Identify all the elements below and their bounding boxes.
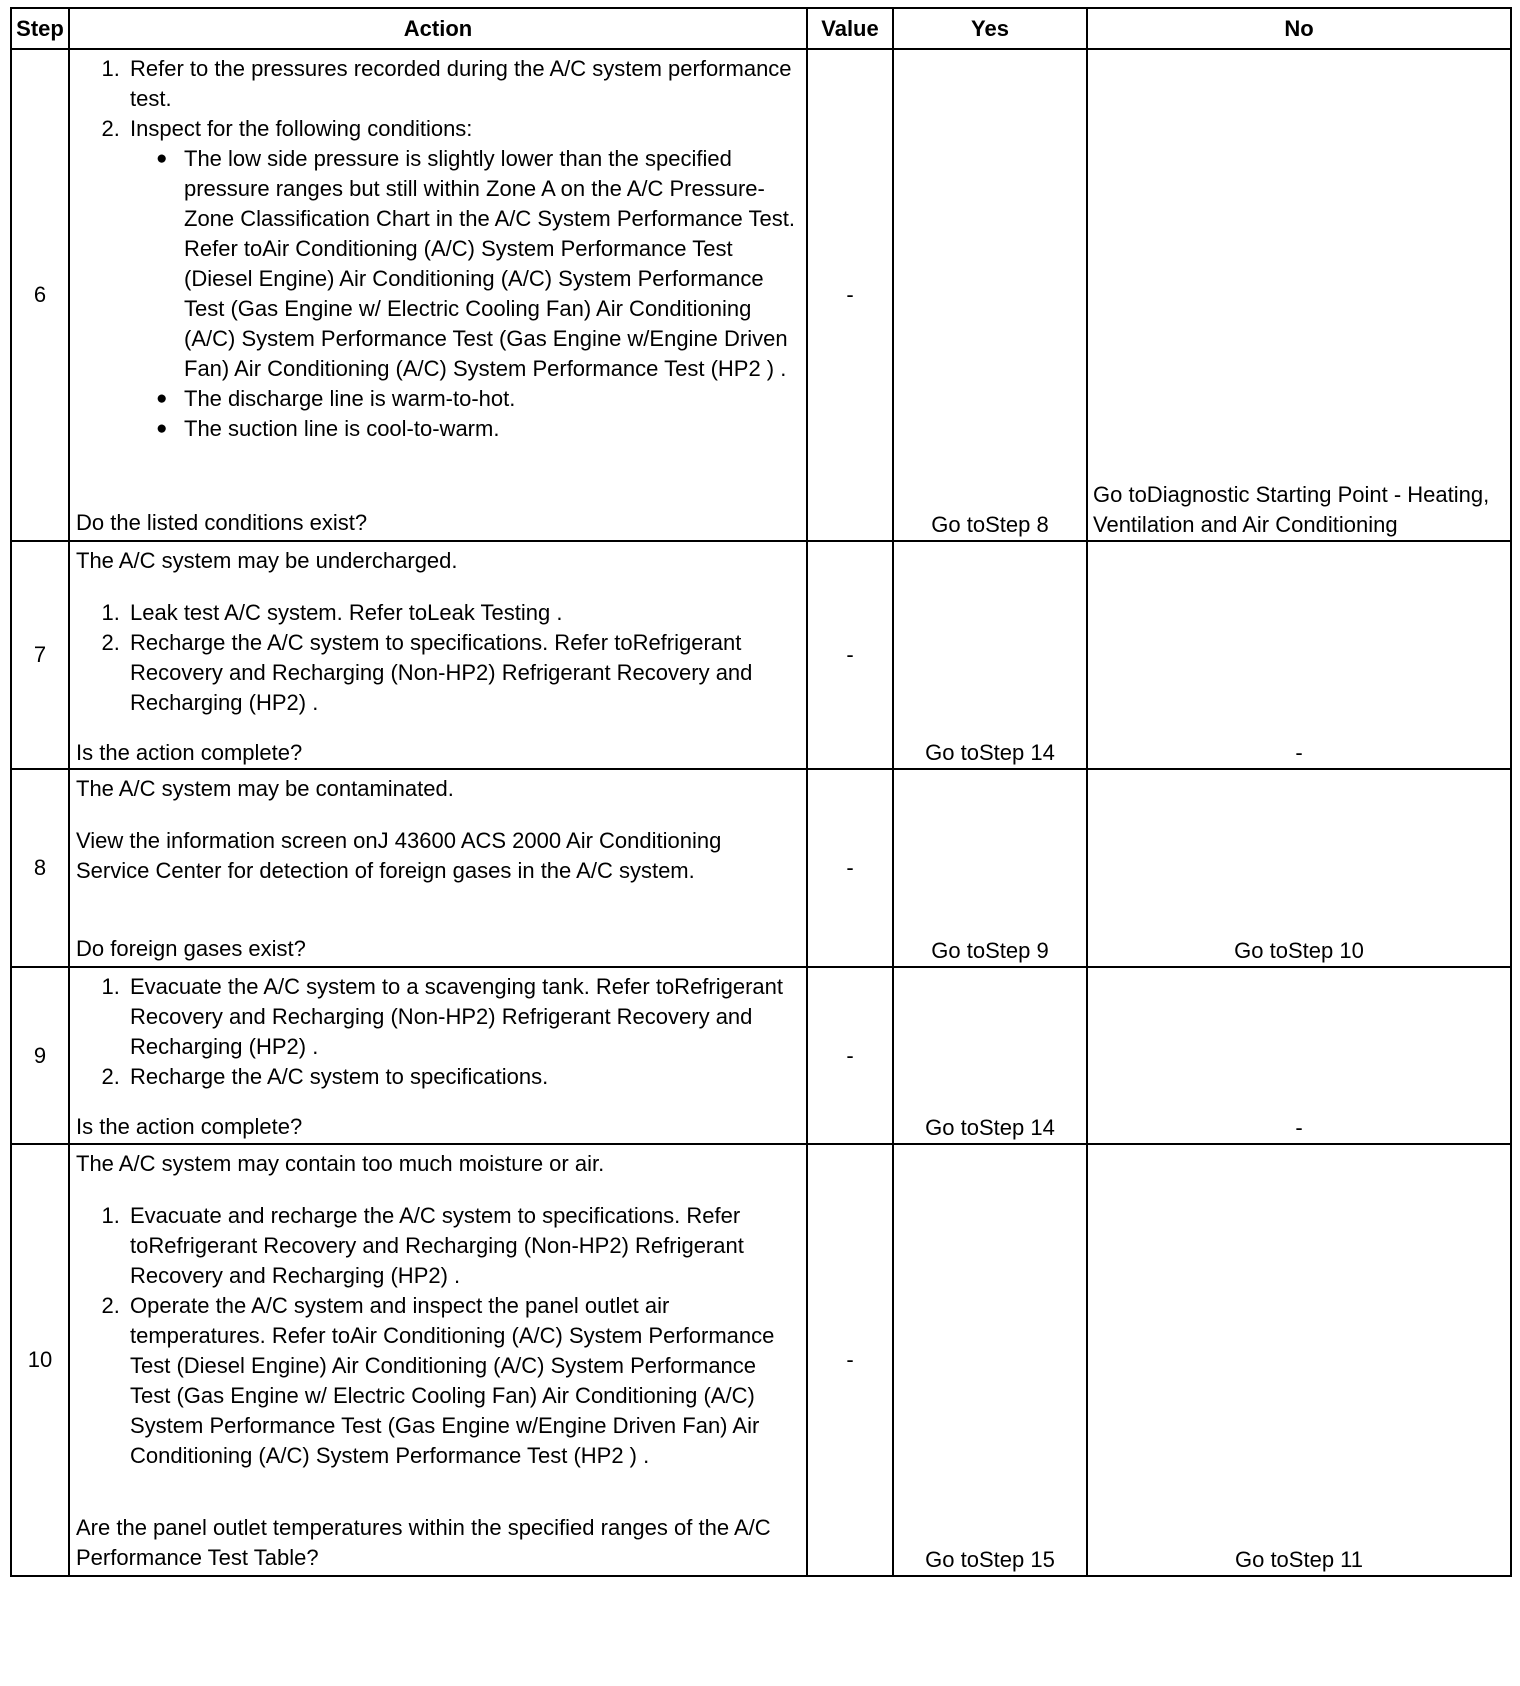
instruction-item: 1. Evacuate the A/C system to a scavenging tank. Refer toRefrigerant Recovery and Recharging (Non-HP2) Refrigerant Recovery and Recharging (HP2) . bbox=[126, 972, 800, 1062]
step-number: 9 bbox=[11, 967, 69, 1144]
condition-item bbox=[156, 414, 800, 444]
no-cell: Go toStep 10 bbox=[1087, 769, 1511, 967]
table-row-step-10 bbox=[11, 1144, 1511, 1576]
instruction-item: 1. Refer to the pressures recorded during the A/C system performance test. bbox=[126, 54, 800, 114]
instruction-text: Inspect for the following conditions: bbox=[130, 116, 473, 141]
yes-cell: Go toStep 14 bbox=[893, 967, 1087, 1144]
instruction-list bbox=[76, 972, 800, 1092]
header-row bbox=[11, 8, 1511, 49]
header-no: No bbox=[1087, 8, 1511, 49]
step-number: 6 bbox=[11, 49, 69, 541]
condition-item bbox=[156, 144, 800, 384]
yes-cell: Go toStep 15 bbox=[893, 1144, 1087, 1576]
no-cell: Go toStep 11 bbox=[1087, 1144, 1511, 1576]
intro-text: The A/C system may be contaminated. bbox=[76, 776, 454, 801]
bullet-icon: ● bbox=[156, 418, 168, 439]
table-header bbox=[11, 8, 1511, 49]
action-cell bbox=[69, 967, 807, 1144]
question: Do foreign gases exist? bbox=[76, 936, 306, 961]
value-cell: - bbox=[807, 1144, 893, 1576]
instruction-item: 2. Recharge the A/C system to specifications. Refer toRefrigerant Recovery and Recharging (Non-HP2) Refrigerant Recovery and Recharging (HP2) . bbox=[126, 628, 800, 718]
no-cell: Go toDiagnostic Starting Point - Heating, Ventilation and Air Conditioning bbox=[1087, 49, 1511, 541]
instruction-list bbox=[76, 598, 800, 718]
header-step: Step bbox=[11, 8, 69, 49]
question: Are the panel outlet temperatures within the specified ranges of the A/C Performance Test Table? bbox=[76, 1515, 771, 1570]
intro-text: The A/C system may be undercharged. bbox=[76, 548, 458, 573]
step-number: 8 bbox=[11, 769, 69, 967]
table-row-step-8 bbox=[11, 769, 1511, 967]
value-cell: - bbox=[807, 967, 893, 1144]
action-cell bbox=[69, 1144, 807, 1576]
step-number: 7 bbox=[11, 541, 69, 769]
diagnostic-table bbox=[10, 7, 1512, 1577]
header-yes: Yes bbox=[893, 8, 1087, 49]
condition-list bbox=[130, 144, 800, 444]
header-action: Action bbox=[69, 8, 807, 49]
step-number: 10 bbox=[11, 1144, 69, 1576]
action-cell bbox=[69, 49, 807, 541]
instruction-list bbox=[76, 1201, 800, 1471]
instruction-item: 1. Evacuate and recharge the A/C system to specifications. Refer toRefrigerant Recovery and Recharging (Non-HP2) Refrigerant Recovery and Recharging (HP2) . bbox=[126, 1201, 800, 1291]
value-cell: - bbox=[807, 541, 893, 769]
instruction-item: 1. Leak test A/C system. Refer toLeak Testing . bbox=[126, 598, 800, 628]
yes-cell: Go toStep 8 bbox=[893, 49, 1087, 541]
instruction-list bbox=[76, 54, 800, 444]
yes-cell: Go toStep 9 bbox=[893, 769, 1087, 967]
bullet-icon: ● bbox=[156, 148, 168, 169]
value-cell: - bbox=[807, 49, 893, 541]
yes-cell: Go toStep 14 bbox=[893, 541, 1087, 769]
condition-text: The low side pressure is slightly lower than the specified pressure ranges but still within Zone A on the A/C Pressure-Zone Classification Chart in the A/C System Performance Test. Refer toAir Conditioning (A/C) System Performance Test (Diesel Engine) Air Conditioning (A/C) System Performance Test (Gas Engine w/ Electric Cooling Fan) Air Conditioning (A/C) System Performance Test (Gas Engine w/Engine Driven Fan) Air Conditioning (A/C) System Performance Test (HP2 ) . bbox=[184, 146, 795, 381]
bullet-icon: ● bbox=[156, 388, 168, 409]
condition-text: The discharge line is warm-to-hot. bbox=[184, 386, 516, 411]
instruction-item bbox=[126, 114, 800, 444]
question: Is the action complete? bbox=[76, 740, 303, 765]
no-cell: - bbox=[1087, 541, 1511, 769]
instruction-item: 2. Recharge the A/C system to specifications. bbox=[126, 1062, 800, 1092]
table-row-step-7 bbox=[11, 541, 1511, 769]
condition-text: The suction line is cool-to-warm. bbox=[184, 416, 500, 441]
no-cell: - bbox=[1087, 967, 1511, 1144]
instruction-item: 2. Operate the A/C system and inspect the panel outlet air temperatures. Refer toAir Conditioning (A/C) System Performance Test (Diesel Engine) Air Conditioning (A/C) System Performance Test (Gas Engine w/ Electric Cooling Fan) Air Conditioning (A/C) System Performance Test (Gas Engine w/Engine Driven Fan) Air Conditioning (A/C) System Performance Test (HP2 ) . bbox=[126, 1291, 800, 1471]
question: Do the listed conditions exist? bbox=[76, 510, 368, 535]
question: Is the action complete? bbox=[76, 1114, 303, 1139]
intro-text-2: View the information screen onJ 43600 ACS 2000 Air Conditioning Service Center for detection of foreign gases in the A/C system. bbox=[76, 828, 722, 883]
action-cell bbox=[69, 541, 807, 769]
action-cell bbox=[69, 769, 807, 967]
header-value: Value bbox=[807, 8, 893, 49]
value-cell: - bbox=[807, 769, 893, 967]
condition-item bbox=[156, 384, 800, 414]
table-row-step-6 bbox=[11, 49, 1511, 541]
table-row-step-9 bbox=[11, 967, 1511, 1144]
intro-text: The A/C system may contain too much moisture or air. bbox=[76, 1151, 605, 1176]
